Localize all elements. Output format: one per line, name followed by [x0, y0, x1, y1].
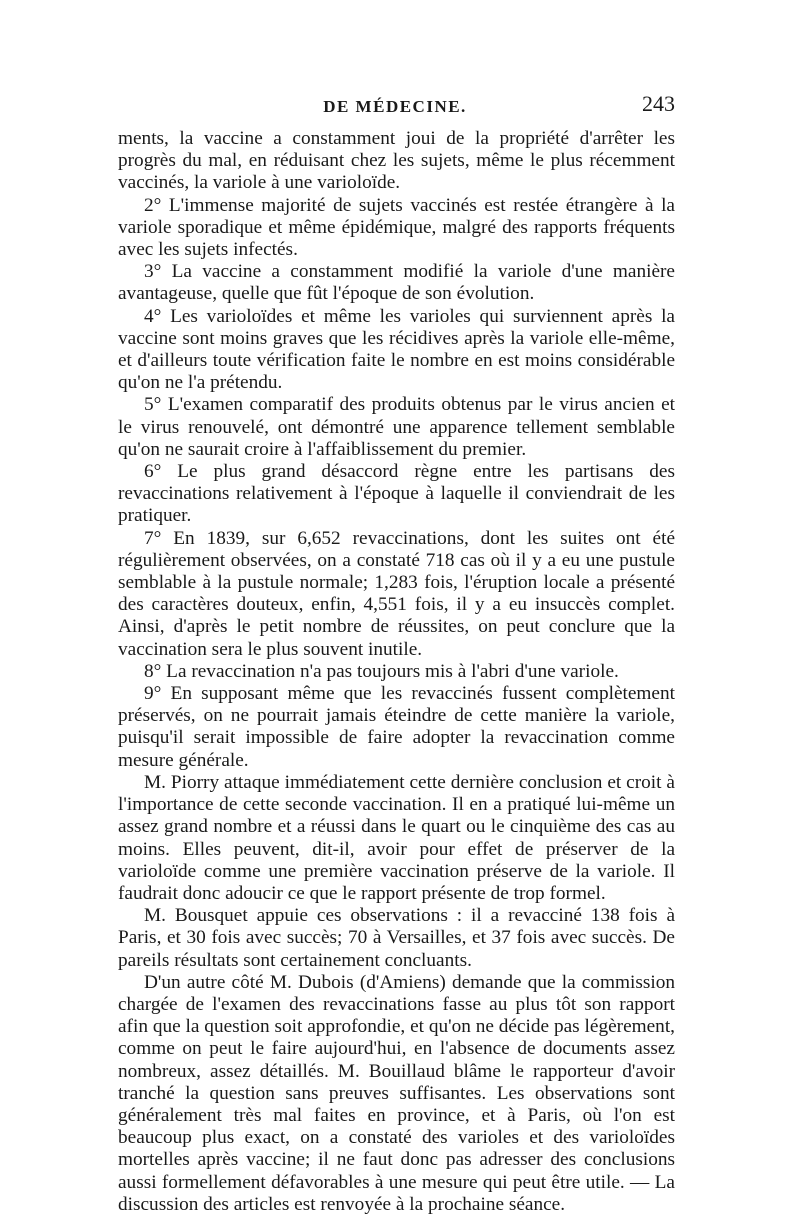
paragraph-bousquet: M. Bousquet appuie ces observations : il a revacciné 138 fois à Paris, et 30 fois avec succès; 70 à Versailles, et 37 fois avec succès. De pareils résultats sont certainement concluants.: [118, 905, 675, 971]
page-number: 243: [642, 91, 675, 116]
paragraph-dubois: D'un autre côté M. Dubois (d'Amiens) demande que la commission chargée de l'examen des revaccinations fasse au plus tôt son rapport afin que la question soit approfondie, et qu'on ne décide pas légèrement, comme on peut le faire aujourd'hui, en l'absence de documents assez nombreux, assez détaillés. M. Bouillaud blâme le rapporteur d'avoir tranché la question sans preuves suffisantes. Les observations sont généralement très mal faites en province, et à Paris, où l'on est beaucoup plus exact, on a constaté des varioles et des varioloïdes mortelles après vaccine; il ne faut donc pas adresser des conclusions aussi formellement défavorables à une mesure qui peut être utile. — La discussion des articles est renvoyée à la prochaine séance.: [118, 971, 675, 1215]
paragraph-continuation: ments, la vaccine a constamment joui de la propriété d'arrêter les progrès du mal, en réduisant chez les sujets, même le plus récemment vaccinés, la variole à une varioloïde.: [118, 128, 675, 194]
paragraph-conclusion-2: 2° L'immense majorité de sujets vaccinés est restée étrangère à la variole sporadique et même épidémique, malgré des rapports fréquents avec les sujets infectés.: [118, 194, 675, 261]
body-text: [118, 128, 675, 1216]
paragraph-conclusion-5: 5° L'examen comparatif des produits obtenus par le virus ancien et le virus renouvelé, ont démontré une apparence tellement semblable qu'on ne saurait croire à l'affaiblissement du premier.: [118, 394, 675, 460]
paragraph-conclusion-9: 9° En supposant même que les revaccinés fussent complètement préservés, on ne pourrait jamais éteindre de cette manière la variole, puisqu'il serait impossible de faire adopter la revaccination comme mesure générale.: [118, 683, 675, 771]
page-header: [115, 91, 675, 127]
paragraph-conclusion-4: 4° Les varioloïdes et même les varioles qui surviennent après la vaccine sont moins graves que les récidives après la variole elle-même, et d'ailleurs toute vérification faite le nombre en est moins considérable qu'on ne l'a prétendu.: [118, 305, 675, 394]
paragraph-conclusion-6: 6° Le plus grand désaccord règne entre les partisans des revaccinations relativement à l'époque à laquelle il conviendrait de les pratiquer.: [118, 461, 675, 527]
paragraph-conclusion-3: 3° La vaccine a constamment modifié la variole d'une manière avantageuse, quelle que fût l'époque de son évolution.: [118, 261, 675, 305]
paragraph-piorry: M. Piorry attaque immédiatement cette dernière conclusion et croit à l'importance de cette seconde vaccination. Il en a pratiqué lui-même un assez grand nombre et a réussi dans le quart ou le cinquième des cas au moins. Elles peuvent, dit-il, avoir pour effet de préserver de la varioloïde comme une première vaccination préserve de la variole. Il faudrait donc adoucir ce que le rapport présente de trop formel.: [118, 771, 675, 904]
running-title: DE MÉDECINE.: [323, 97, 467, 116]
paragraph-conclusion-7: 7° En 1839, sur 6,652 revaccinations, dont les suites ont été régulièrement observées, on a constaté 718 cas où il y a eu une pustule semblable à la pustule normale; 1,283 fois, l'éruption locale a présenté des caractères douteux, enfin, 4,551 fois, il y a eu insuccès complet. Ainsi, d'après le petit nombre de réussites, on peut conclure que la vaccination sera le plus souvent inutile.: [118, 527, 675, 660]
paragraph-conclusion-8: 8° La revaccination n'a pas toujours mis à l'abri d'une variole.: [144, 660, 619, 682]
